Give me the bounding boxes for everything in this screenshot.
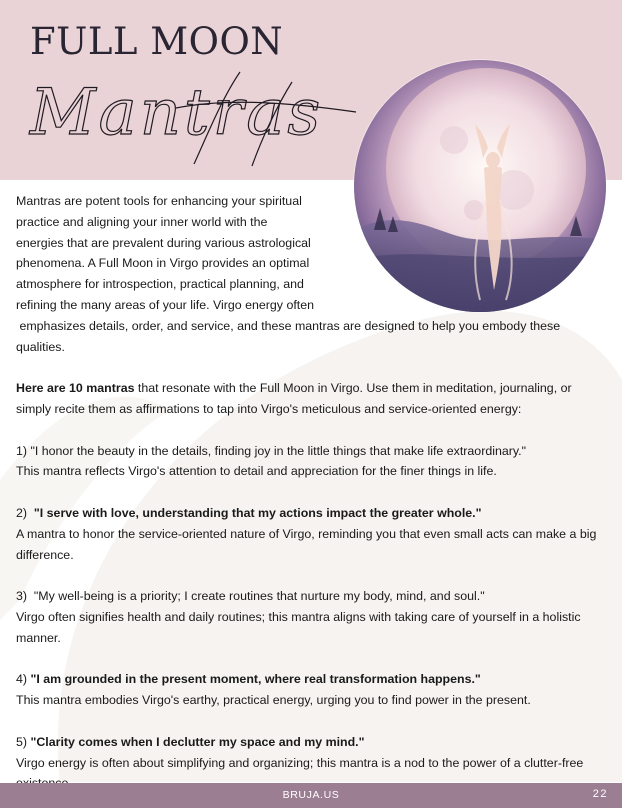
svg-text:Mantras: Mantras: [30, 76, 324, 150]
intro-paragraph: [16, 191, 610, 357]
mantra-item: [16, 503, 610, 565]
mantra-item: [16, 586, 610, 648]
list-intro-bold: Here are 10 mantras: [16, 381, 135, 396]
mantra-quote-text: "I honor the beauty in the details, finding joy in the little things that make life extraordinary.": [30, 443, 526, 458]
mantra-description: A mantra to honor the service-oriented nature of Virgo, reminding you that even small acts can make a big difference.: [16, 526, 597, 562]
page-title: FULL MOON: [30, 20, 284, 63]
mantra-description: This mantra embodies Virgo's earthy, practical energy, urging you to find power in the present.: [16, 693, 531, 708]
mantra-quote-text: "My well-being is a priority; I create routines that nurture my body, mind, and soul.": [33, 589, 485, 604]
intro-line: atmosphere for introspection, practical planning, and: [16, 277, 304, 292]
intro-line: refining the many areas of your life. Virgo energy often: [16, 297, 315, 312]
intro-line: Mantras are potent tools for enhancing your spiritual: [16, 194, 302, 208]
page-number: 22: [592, 788, 608, 800]
mantra-quote-text: "I serve with love, understanding that my actions impact the greater whole.": [33, 505, 482, 520]
footer-site-link[interactable]: BRUJA.US: [282, 789, 340, 801]
mantra-number: 2): [16, 505, 34, 520]
intro-line: phenomena. A Full Moon in Virgo provides an optimal: [16, 256, 310, 271]
mantra-description: This mantra reflects Virgo's attention to detail and appreciation for the finer things in life.: [16, 464, 497, 479]
mantra-number: 5): [16, 734, 31, 749]
intro-continuation: emphasizes details, order, and service, and these mantras are designed to help you embody these qualities.: [16, 318, 564, 354]
mantra-quote-text: "Clarity comes when I declutter my space and my mind.": [30, 734, 365, 749]
mantra-description: Virgo energy is often about simplifying and organizing; this mantra is a nod to the power of a clutter-free: [16, 755, 584, 770]
mantra-number: 3): [16, 589, 34, 604]
mantra-quote: [16, 732, 610, 753]
main-content: [16, 191, 610, 794]
mantra-quote-text: "I am grounded in the present moment, where real transformation happens.": [30, 672, 481, 687]
mantra-number: 1): [16, 443, 31, 458]
list-intro-text: that resonate with the Full Moon in Virgo. Use them in meditation, journaling, or simply recite them as affirmations to tap into Virgo's meticulous and service-oriented energy:: [16, 381, 572, 416]
mantra-quote: [16, 669, 610, 690]
mantra-quote: [16, 441, 610, 462]
list-intro-paragraph: [16, 378, 610, 420]
mantra-item: [16, 441, 610, 483]
mantra-quote: [16, 586, 610, 607]
script-title-mantras: [26, 68, 366, 178]
intro-line: practice and aligning your inner world with the: [16, 214, 268, 229]
mantra-quote: [16, 503, 610, 524]
mantra-description: Virgo often signifies health and daily routines; this mantra aligns with taking care of yourself in a holistic manner.: [16, 609, 581, 645]
mantra-number: 4): [16, 672, 31, 687]
mantra-item: [16, 669, 610, 711]
intro-line: energies that are prevalent during various astrological: [16, 235, 311, 250]
footer-bar: [0, 783, 622, 808]
